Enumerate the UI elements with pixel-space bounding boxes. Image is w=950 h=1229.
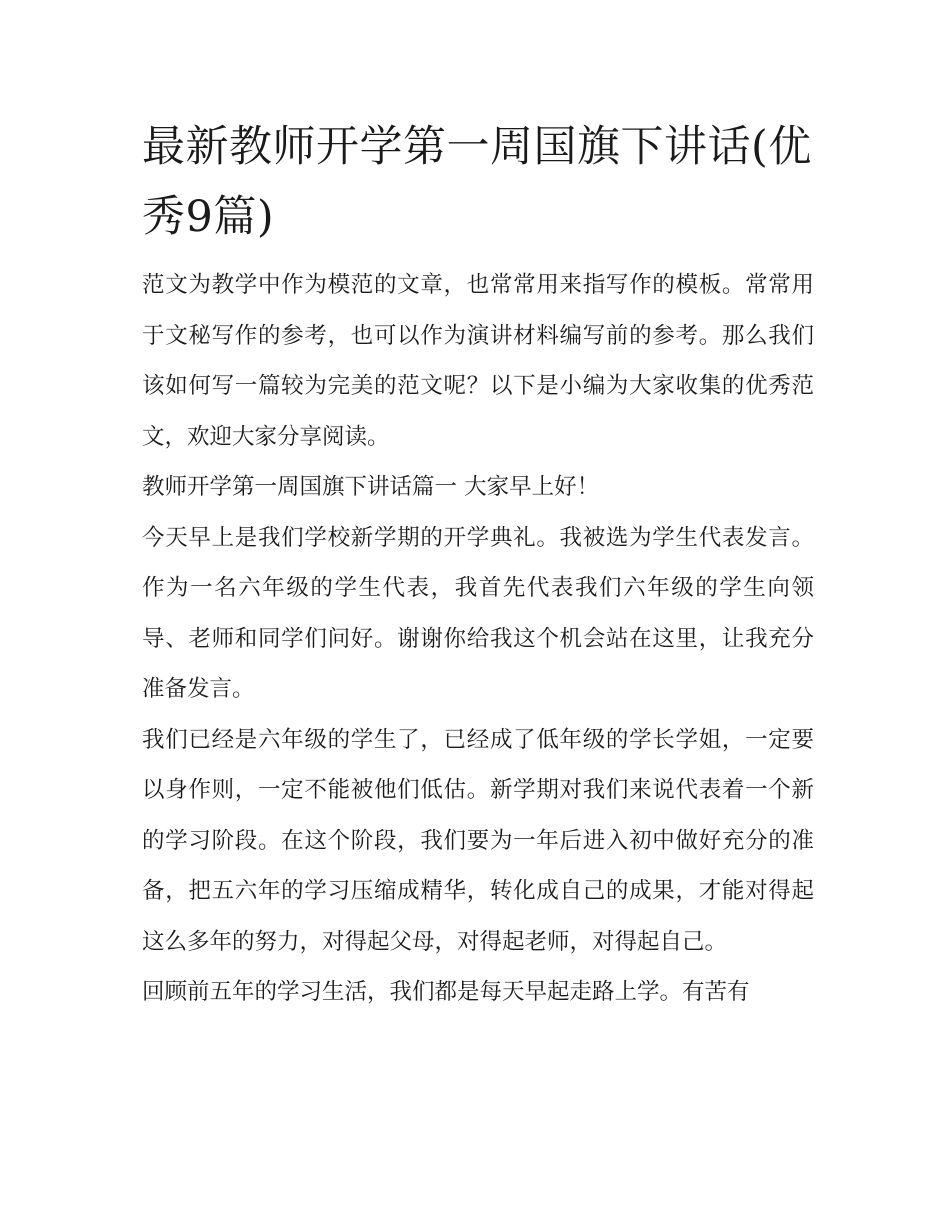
body-paragraph: 我们已经是六年级的学生了，已经成了低年级的学长学姐，一定要以身作则，一定不能被他们低估。新学期对我们来说代表着一个新的学习阶段。在这个阶段，我们要为一年后进入初中做好充分的准备，把五六年的学习压缩成精华，转化成自己的成果，才能对得起这么多年的努力，对得起父母，对得起老师，对得起自己。	[142, 726, 814, 955]
body-paragraph: 回顾前五年的学习生活，我们都是每天早起走路上学。有苦有	[142, 979, 750, 1005]
document-title: 最新教师开学第一周国旗下讲话(优秀9篇)	[142, 122, 812, 242]
section-heading-paragraph: 教师开学第一周国旗下讲话篇一 大家早上好！	[142, 474, 600, 500]
intro-paragraph: 范文为教学中作为模范的文章，也常常用来指写作的模板。常常用于文秘写作的参考，也可以作为演讲材料编写前的参考。那么我们该如何写一篇较为完美的范文呢？以下是小编为大家收集的优秀范文，欢迎大家分享阅读。	[142, 272, 814, 450]
body-paragraph: 今天早上是我们学校新学期的开学典礼。我被选为学生代表发言。作为一名六年级的学生代表，我首先代表我们六年级的学生向领导、老师和同学们问好。谢谢你给我这个机会站在这里，让我充分准备发言。	[142, 524, 814, 702]
document-body	[142, 112, 814, 1018]
